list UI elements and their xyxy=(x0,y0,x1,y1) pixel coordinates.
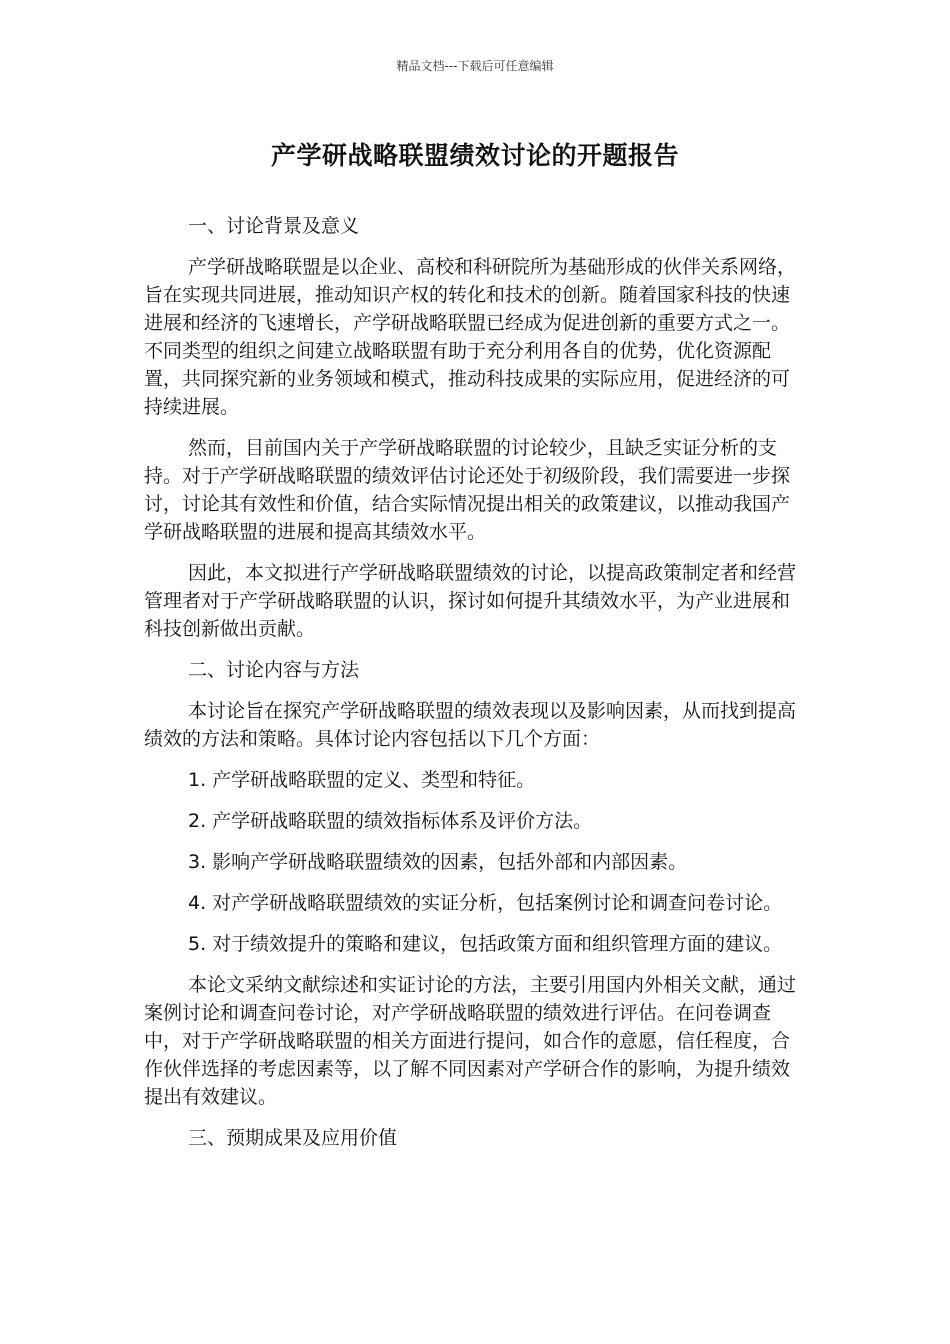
list-item-2: 2. 产学研战略联盟的绩效指标体系及评价方法。 xyxy=(188,810,593,832)
section-heading-background: 一、讨论背景及意义 xyxy=(188,215,360,237)
document-title: 产学研战略联盟绩效讨论的开题报告 xyxy=(270,141,679,170)
list-item-1: 1. 产学研战略联盟的定义、类型和特征。 xyxy=(188,769,536,791)
paragraph-methods-intro: 本讨论旨在探究产学研战略联盟的绩效表现以及影响因素，从而找到提高绩效的方法和策略。具体讨论内容包括以下几个方面： xyxy=(144,700,797,750)
list-item-3: 3. 影响产学研战略联盟绩效的因素，包括外部和内部因素。 xyxy=(188,851,688,873)
list-item-4: 4. 对产学研战略联盟绩效的实证分析，包括案例讨论和调查问卷讨论。 xyxy=(188,892,783,914)
document-body xyxy=(144,212,799,1165)
header-note: 精品文档---下载后可任意编辑 xyxy=(396,59,554,73)
paragraph-background-1: 产学研战略联盟是以企业、高校和科研院所为基础形成的伙伴关系网络，旨在实现共同进展，推动知识产权的转化和技术的创新。随着国家科技的快速进展和经济的飞速增长，产学研战略联盟已经成为促进创新的重要方式之一。不同类型的组织之间建立战略联盟有助于充分利用各自的优势，优化资源配置，共同探究新的业务领域和模式，推动科技成果的实际应用，促进经济的可持续进展。 xyxy=(144,256,797,418)
paragraph-methods-approach: 本论文采纳文献综述和实证讨论的方法，主要引用国内外相关文献，通过案例讨论和调查问卷讨论，对产学研战略联盟的绩效进行评估。在问卷调查中，对于产学研战略联盟的相关方面进行提问，如合作的意愿，信任程度，合作伙伴选择的考虑因素等，以了解不同因素对产学研合作的影响，为提升绩效提出有效建议。 xyxy=(144,974,797,1108)
paragraph-background-2: 然而，目前国内关于产学研战略联盟的讨论较少，且缺乏实证分析的支持。对于产学研战略联盟的绩效评估讨论还处于初级阶段，我们需要进一步探讨，讨论其有效性和价值，结合实际情况提出相关的政策建议，以推动我国产学研战略联盟的进展和提高其绩效水平。 xyxy=(144,437,791,543)
list-item-5: 5. 对于绩效提升的策略和建议，包括政策方面和组织管理方面的建议。 xyxy=(188,933,783,955)
section-heading-methods: 二、讨论内容与方法 xyxy=(188,659,360,681)
section-heading-outcomes: 三、预期成果及应用价值 xyxy=(188,1127,398,1149)
paragraph-background-3: 因此，本文拟进行产学研战略联盟绩效的讨论，以提高政策制定者和经营管理者对于产学研战略联盟的认识，探讨如何提升其绩效水平，为产业进展和科技创新做出贡献。 xyxy=(144,562,797,640)
